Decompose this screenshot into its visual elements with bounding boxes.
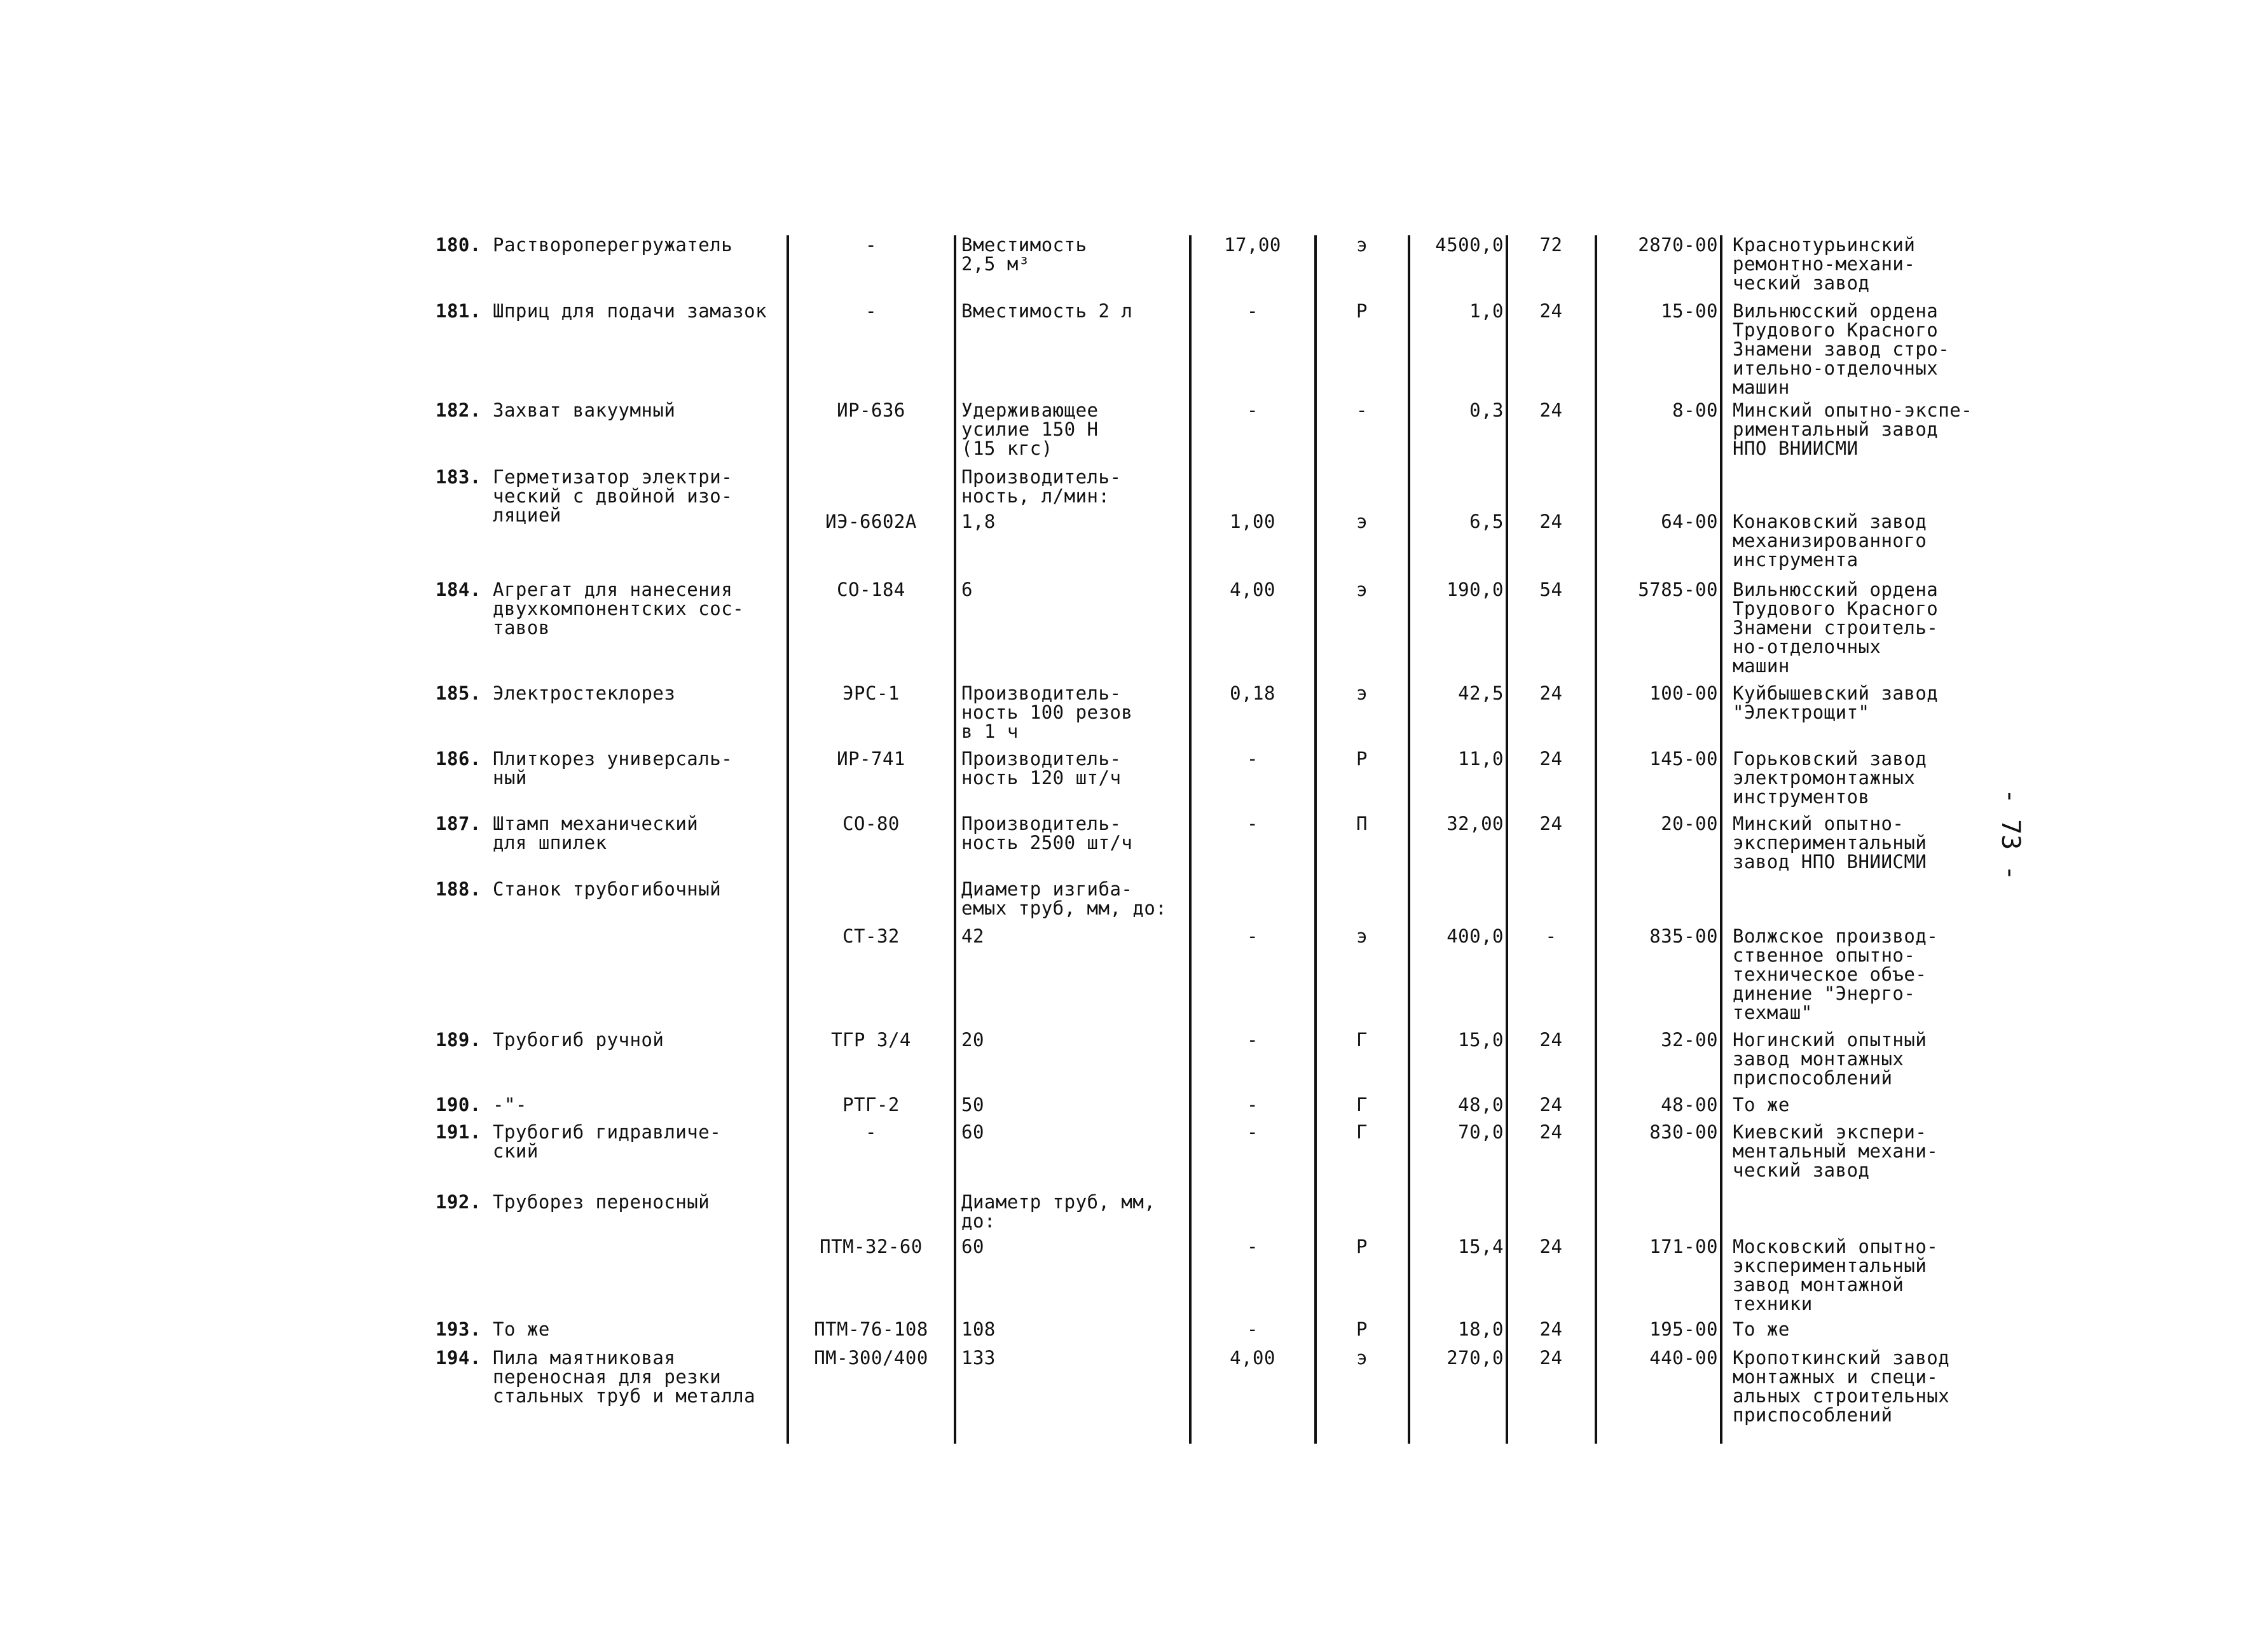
cell-mass: 190,0 — [1447, 579, 1504, 600]
cell-life: 24 — [1539, 1318, 1563, 1340]
cell-no: 180. — [436, 234, 481, 256]
cell-mark: ИР-636 — [837, 399, 905, 421]
cell-mass: 48,0 — [1458, 1094, 1504, 1115]
cell-cost: 32-00 — [1661, 1029, 1718, 1051]
cell-mass: 4500,0 — [1435, 234, 1504, 256]
cell-price: - — [1247, 1318, 1258, 1340]
cell-cost: 100-00 — [1649, 682, 1718, 704]
cell-maker: То же — [1733, 1318, 1790, 1340]
cell-mass: 400,0 — [1447, 925, 1504, 947]
cell-maker: Ногинский опытный завод монтажных приспособлений — [1733, 1029, 1927, 1089]
cell-drive: э — [1356, 511, 1368, 532]
cell-drive: э — [1356, 682, 1368, 704]
cell-char: 50 — [961, 1094, 984, 1115]
cell-mass: 70,0 — [1458, 1121, 1504, 1143]
cell-name: Станок трубогибочный — [493, 878, 722, 900]
cell-life: 24 — [1539, 682, 1563, 704]
cell-maker: Волжское производ- ственное опытно- техническое объе- динение "Энерго- техмаш" — [1733, 925, 1939, 1023]
cell-maker: То же — [1733, 1094, 1790, 1115]
cell-price: - — [1247, 1236, 1258, 1257]
cell-drive: Г — [1356, 1094, 1368, 1115]
cell-life: 24 — [1539, 1121, 1563, 1143]
cell-price: 4,00 — [1230, 579, 1275, 600]
cell-char: Производитель- ность 100 резов в 1 ч — [961, 682, 1133, 742]
cell-no: 181. — [436, 300, 481, 322]
cell-char: Производитель- ность, л/мин: — [961, 466, 1122, 507]
cell-name: Растворoперегружатель — [493, 234, 733, 256]
cell-maker: Минский опытно-экспе- риментальный завод НПО ВНИИСМИ — [1733, 399, 1973, 459]
cell-drive: э — [1356, 579, 1368, 600]
cell-no: 189. — [436, 1029, 481, 1051]
cell-maker: Краснотурьинский ремонтно-механи- ческий завод — [1733, 234, 1916, 294]
cell-mark: - — [865, 234, 877, 256]
cell-cost: 835-00 — [1649, 925, 1718, 947]
cell-cost: 195-00 — [1649, 1318, 1718, 1340]
cell-mark: - — [865, 1121, 877, 1143]
cell-char: Диаметр труб, мм, до: — [961, 1191, 1156, 1232]
cell-mark: СО-80 — [842, 813, 900, 834]
cell-maker: Минский опытно- экспериментальный завод НПО ВНИИСМИ — [1733, 813, 1927, 873]
cell-mass: 15,4 — [1458, 1236, 1504, 1257]
cell-drive: Г — [1356, 1121, 1368, 1143]
cell-price: - — [1247, 1094, 1258, 1115]
cell-cost: 440-00 — [1649, 1347, 1718, 1369]
cell-mark: ЭРС-1 — [842, 682, 900, 704]
cell-char: 42 — [961, 925, 984, 947]
cell-no: 186. — [436, 748, 481, 770]
cell-name: Труборез переносный — [493, 1191, 710, 1213]
column-divider — [1408, 235, 1410, 1444]
cell-drive: Р — [1356, 748, 1368, 770]
cell-mass: 6,5 — [1469, 511, 1504, 532]
cell-maker: Горьковский завод электромонтажных инструментов — [1733, 748, 1927, 808]
cell-name: -"- — [493, 1094, 527, 1115]
cell-maker: Кропоткинский завод монтажных и специ- альных строительных приспособлений — [1733, 1347, 1950, 1426]
cell-mass: 15,0 — [1458, 1029, 1504, 1051]
cell-no: 194. — [436, 1347, 481, 1369]
cell-price: - — [1247, 1029, 1258, 1051]
cell-name: Штамп механический для шпилек — [493, 813, 699, 853]
cell-mass: 42,5 — [1458, 682, 1504, 704]
cell-cost: 15-00 — [1661, 300, 1718, 322]
cell-no: 183. — [436, 466, 481, 488]
cell-life: 24 — [1539, 1236, 1563, 1257]
cell-name: Захват вакуумный — [493, 399, 676, 421]
cell-price: 1,00 — [1230, 511, 1275, 532]
cell-no: 185. — [436, 682, 481, 704]
cell-no: 192. — [436, 1191, 481, 1213]
cell-char: 1,8 — [961, 511, 996, 532]
cell-mass: 32,00 — [1447, 813, 1504, 834]
cell-name: Плиткорез универсаль- ный — [493, 748, 733, 789]
cell-no: 187. — [436, 813, 481, 834]
cell-life: 54 — [1539, 579, 1563, 600]
cell-life: 24 — [1539, 1347, 1563, 1369]
cell-name: Шприц для подачи замазок — [493, 300, 767, 322]
cell-drive: э — [1356, 1347, 1368, 1369]
cell-maker: Киевский экспери- ментальный механи- ческий завод — [1733, 1121, 1939, 1181]
cell-drive: э — [1356, 234, 1368, 256]
cell-char: 133 — [961, 1347, 996, 1369]
cell-char: 60 — [961, 1121, 984, 1143]
cell-cost: 171-00 — [1649, 1236, 1718, 1257]
page-number: - 73 - — [1996, 789, 2025, 881]
cell-mark: ТГР 3/4 — [831, 1029, 911, 1051]
cell-mark: РТГ-2 — [842, 1094, 900, 1115]
cell-life: 24 — [1539, 1029, 1563, 1051]
cell-price: - — [1247, 748, 1258, 770]
cell-life: - — [1545, 925, 1557, 947]
cell-char: Вместимость 2,5 м³ — [961, 234, 1087, 275]
cell-mark: ПМ-300/400 — [814, 1347, 928, 1369]
cell-maker: Вильнюсский ордена Трудового Красного Знамени строитель- но-отделочных машин — [1733, 579, 1939, 677]
cell-no: 188. — [436, 878, 481, 900]
cell-no: 184. — [436, 579, 481, 600]
cell-name: Трубогиб ручной — [493, 1029, 664, 1051]
cell-life: 24 — [1539, 399, 1563, 421]
cell-life: 24 — [1539, 748, 1563, 770]
cell-price: 0,18 — [1230, 682, 1275, 704]
cell-cost: 20-00 — [1661, 813, 1718, 834]
cell-char: 60 — [961, 1236, 984, 1257]
cell-price: - — [1247, 1121, 1258, 1143]
cell-price: - — [1247, 925, 1258, 947]
cell-name: Пила маятниковая переносная для резки стальных труб и металла — [493, 1347, 756, 1407]
cell-name: То же — [493, 1318, 550, 1340]
cell-mark: - — [865, 300, 877, 322]
cell-cost: 8-00 — [1672, 399, 1718, 421]
cell-mark: ПТМ-32-60 — [820, 1236, 923, 1257]
cell-name: Агрегат для нанесения двухкомпонентских сос- тавов — [493, 579, 745, 639]
cell-name: Электростеклорез — [493, 682, 676, 704]
cell-life: 24 — [1539, 300, 1563, 322]
cell-drive: Р — [1356, 1236, 1368, 1257]
cell-price: - — [1247, 399, 1258, 421]
cell-mark: ПТМ-76-108 — [814, 1318, 928, 1340]
cell-drive: Р — [1356, 1318, 1368, 1340]
cell-name: Герметизатор электри- ческий с двойной изо- ляцией — [493, 466, 733, 526]
cell-maker: Московский опытно- экспериментальный завод монтажной техники — [1733, 1236, 1939, 1315]
cell-cost: 2870-00 — [1638, 234, 1718, 256]
cell-char: 108 — [961, 1318, 996, 1340]
cell-mass: 1,0 — [1469, 300, 1504, 322]
cell-char: 20 — [961, 1029, 984, 1051]
cell-price: - — [1247, 300, 1258, 322]
cell-name: Трубогиб гидравличе- ский — [493, 1121, 722, 1162]
cell-drive: э — [1356, 925, 1368, 947]
cell-price: 17,00 — [1224, 234, 1281, 256]
cell-char: 6 — [961, 579, 973, 600]
cell-no: 191. — [436, 1121, 481, 1143]
cell-drive: Г — [1356, 1029, 1368, 1051]
cell-maker: Конаковский завод механизированного инструмента — [1733, 511, 1927, 570]
cell-mark: СО-184 — [837, 579, 905, 600]
cell-mass: 0,3 — [1469, 399, 1504, 421]
cell-mark: СТ-32 — [842, 925, 900, 947]
cell-price: 4,00 — [1230, 1347, 1275, 1369]
cell-life: 24 — [1539, 511, 1563, 532]
cell-maker: Куйбышевский завод "Электрощит" — [1733, 682, 1939, 723]
cell-mark: ИР-741 — [837, 748, 905, 770]
cell-char: Вместимость 2 л — [961, 300, 1133, 322]
cell-maker: Вильнюсский ордена Трудового Красного Знамени завод стро- ительно-отделочных машин — [1733, 300, 1950, 398]
cell-no: 182. — [436, 399, 481, 421]
cell-char: Диаметр изгиба- емых труб, мм, до: — [961, 878, 1167, 919]
cell-mass: 18,0 — [1458, 1318, 1504, 1340]
cell-no: 193. — [436, 1318, 481, 1340]
cell-char: Удерживающее усилие 150 Н (15 кгс) — [961, 399, 1099, 459]
cell-cost: 145-00 — [1649, 748, 1718, 770]
column-divider — [1314, 235, 1317, 1444]
cell-mass: 270,0 — [1447, 1347, 1504, 1369]
cell-drive: П — [1356, 813, 1368, 834]
cell-mass: 11,0 — [1458, 748, 1504, 770]
column-divider — [954, 235, 956, 1444]
column-divider — [1720, 235, 1722, 1444]
cell-no: 190. — [436, 1094, 481, 1115]
cell-cost: 830-00 — [1649, 1121, 1718, 1143]
cell-life: 24 — [1539, 1094, 1563, 1115]
cell-price: - — [1247, 813, 1258, 834]
cell-drive: Р — [1356, 300, 1368, 322]
cell-life: 72 — [1539, 234, 1563, 256]
cell-life: 24 — [1539, 813, 1563, 834]
cell-char: Производитель- ность 120 шт/ч — [961, 748, 1122, 789]
cell-mark: ИЭ-6602А — [825, 511, 917, 532]
cell-cost: 5785-00 — [1638, 579, 1718, 600]
column-divider — [1189, 235, 1192, 1444]
cell-cost: 48-00 — [1661, 1094, 1718, 1115]
cell-drive: - — [1356, 399, 1368, 421]
column-divider — [787, 235, 789, 1444]
cell-char: Производитель- ность 2500 шт/ч — [961, 813, 1133, 853]
cell-cost: 64-00 — [1661, 511, 1718, 532]
